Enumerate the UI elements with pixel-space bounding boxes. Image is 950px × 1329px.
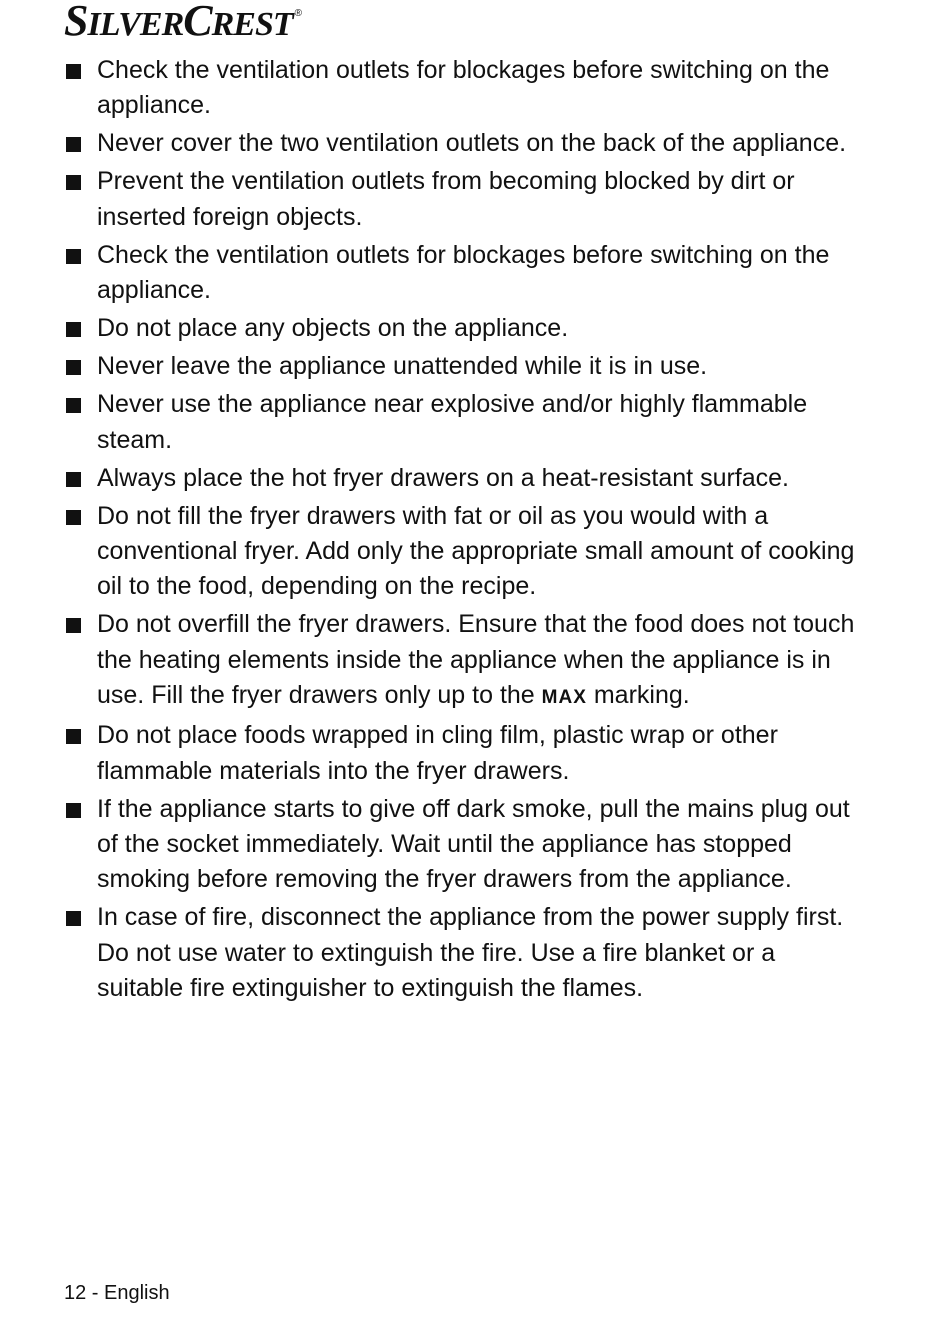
silvercrest-logo	[64, 0, 302, 44]
list-item: In case of fire, disconnect the appliance from the power supply first. Do not use water to extinguish the fire. Use a fire blanket or a suitable fire extinguisher to extinguish the flames.	[66, 900, 866, 1006]
square-bullet-icon	[66, 64, 81, 79]
list-item: Never use the appliance near explosive and/or highly flammable steam.	[66, 387, 866, 458]
square-bullet-icon	[66, 618, 81, 633]
list-item: Do not place foods wrapped in cling film, plastic wrap or other flammable materials into the fryer drawers.	[66, 718, 866, 789]
list-item: Always place the hot fryer drawers on a heat-resistant surface.	[66, 461, 866, 496]
square-bullet-icon	[66, 472, 81, 487]
registered-mark: ®	[294, 8, 303, 19]
square-bullet-icon	[66, 803, 81, 818]
list-item: Prevent the ventilation outlets from becoming blocked by dirt or inserted foreign objects.	[66, 164, 866, 235]
safety-instructions-list	[66, 53, 866, 1009]
square-bullet-icon	[66, 322, 81, 337]
square-bullet-icon	[66, 398, 81, 413]
list-item: Check the ventilation outlets for blockages before switching on the appliance.	[66, 53, 866, 124]
square-bullet-icon	[66, 911, 81, 926]
max-marking-label: MAX	[541, 687, 587, 709]
list-item: If the appliance starts to give off dark smoke, pull the mains plug out of the socket immediately. Wait until the appliance has stopped smoking before removing the fryer drawers from the appliance.	[66, 792, 866, 898]
list-item: Do not fill the fryer drawers with fat or oil as you would with a conventional fryer. Add only the appropriate small amount of cooking oil to the food, depending on the recipe.	[66, 499, 866, 605]
list-item: Never leave the appliance unattended while it is in use.	[66, 349, 866, 384]
square-bullet-icon	[66, 249, 81, 264]
square-bullet-icon	[66, 137, 81, 152]
list-item: Check the ventilation outlets for blockages before switching on the appliance.	[66, 238, 866, 309]
list-item: Never cover the two ventilation outlets on the back of the appliance.	[66, 126, 866, 161]
square-bullet-icon	[66, 360, 81, 375]
square-bullet-icon	[66, 510, 81, 525]
logo-wordmark: SILVERCREST	[64, 0, 293, 45]
list-item: Do not place any objects on the appliance.	[66, 311, 866, 346]
list-item: Do not overfill the fryer drawers. Ensure that the food does not touch the heating elements inside the appliance when the appliance is in use. Fill the fryer drawers only up to the MAX marking.	[66, 607, 866, 715]
square-bullet-icon	[66, 175, 81, 190]
square-bullet-icon	[66, 729, 81, 744]
page-number: 12 - English	[64, 1282, 170, 1304]
